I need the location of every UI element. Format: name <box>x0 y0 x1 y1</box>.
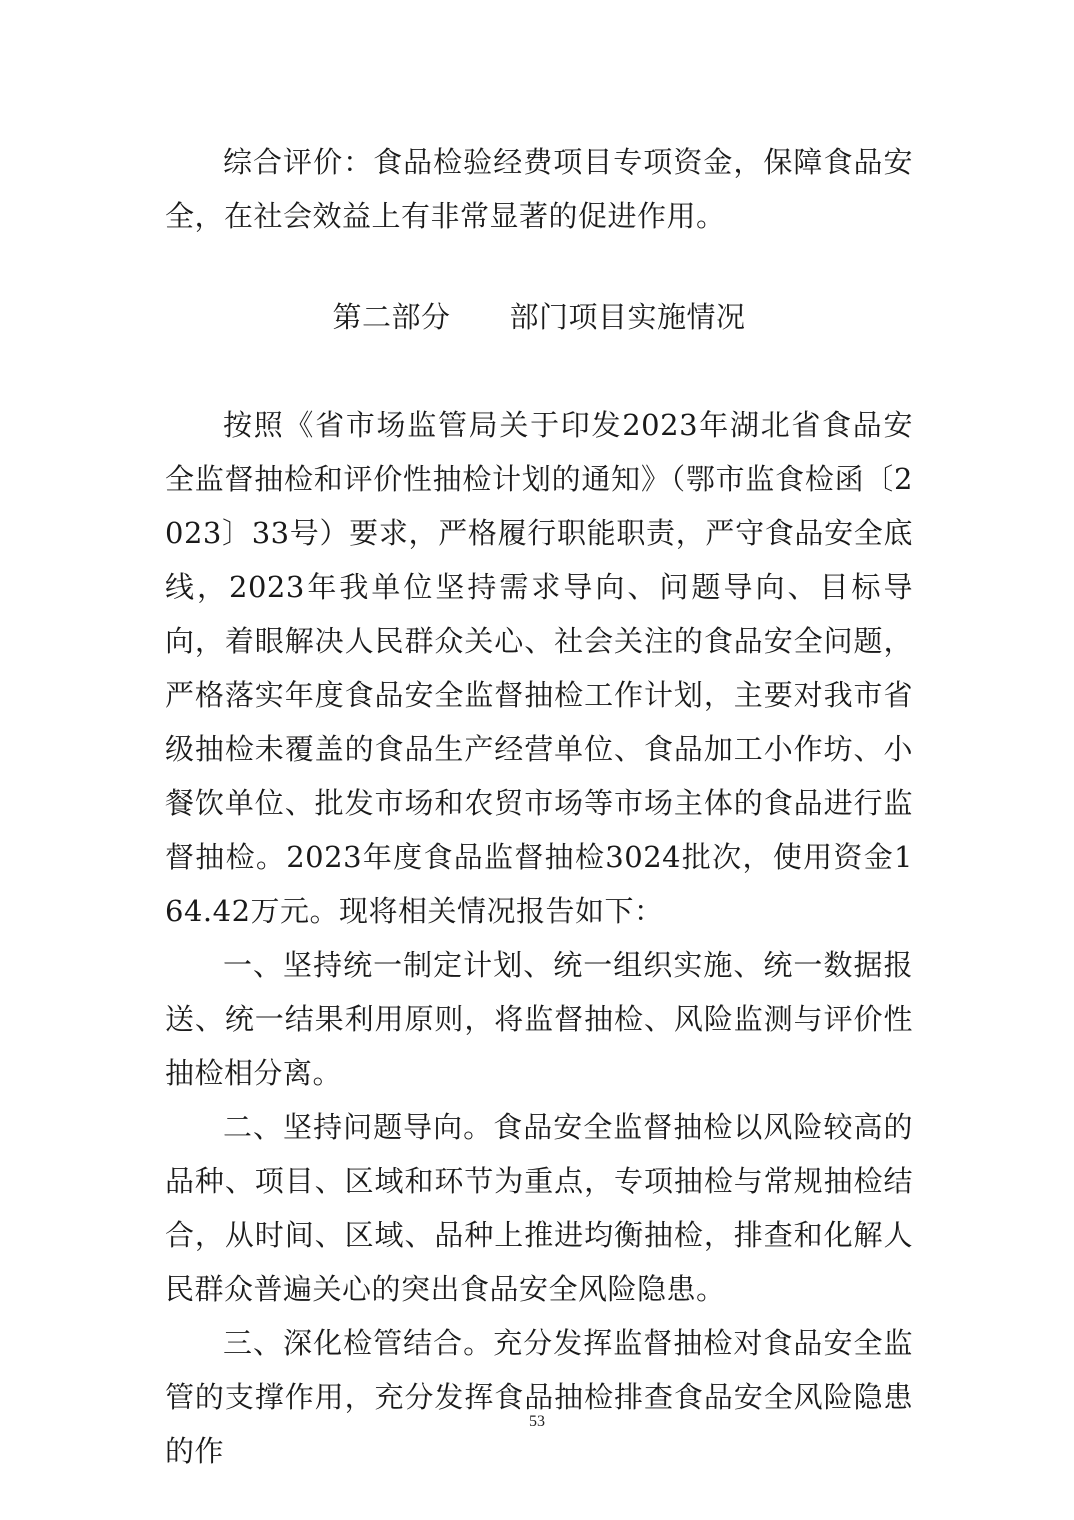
section-title: 第二部分 部门项目实施情况 <box>332 300 746 334</box>
point-two-paragraph: 二、坚持问题导向。食品安全监督抽检以风险较高的品种、项目、区域和环节为重点，专项抽检与常规抽检结合，从时间、区域、品种上推进均衡抽检，排查和化解人民群众普遍关心的突出食品安全风险隐患。 <box>165 1110 913 1306</box>
evaluation-paragraph: 综合评价：食品检验经费项目专项资金，保障食品安全，在社会效益上有非常显著的促进作用。 <box>165 145 913 233</box>
point-one-paragraph: 一、坚持统一制定计划、统一组织实施、统一数据报送、统一结果利用原则，将监督抽检、风险监测与评价性抽检相分离。 <box>165 948 913 1090</box>
point-three-paragraph: 三、深化检管结合。充分发挥监督抽检对食品安全监管的支撑作用，充分发挥食品抽检排查食品安全风险隐患的作 <box>165 1326 913 1468</box>
page-number: 53 <box>529 1413 545 1430</box>
intro-paragraph: 按照《省市场监管局关于印发2023年湖北省食品安全监督抽检和评价性抽检计划的通知》（鄂市监食检函〔2023〕33号）要求，严格履行职能职责，严守食品安全底线，2023年我单位坚持需求导向、问题导向、目标导向，着眼解决人民群众关心、社会关注的食品安全问题，严格落实年度食品安全监督抽检工作计划，主要对我市省级抽检未覆盖的食品生产经营单位、食品加工小作坊、小餐饮单位、批发市场和农贸市场等市场主体的食品进行监督抽检。2023年度食品监督抽检3024批次，使用资金164.42万元。现将相关情况报告如下： <box>165 408 913 928</box>
document-body <box>165 135 913 1478</box>
